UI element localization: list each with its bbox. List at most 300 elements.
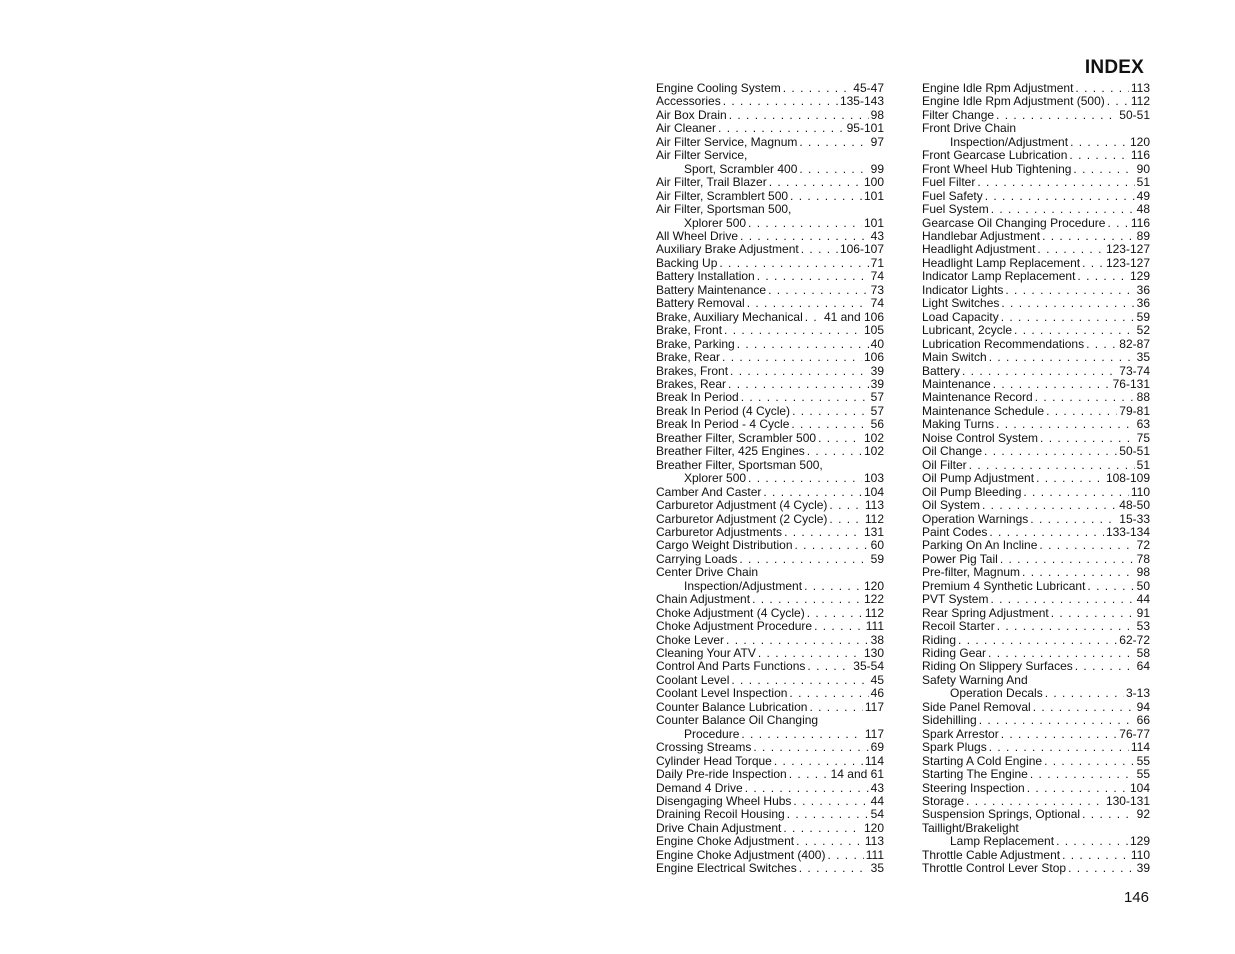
index-entry-pages: 74 [870, 297, 884, 311]
index-entry-label: Brake, Parking [656, 337, 735, 351]
index-entry-pages: 36 [1136, 283, 1150, 297]
index-entry [656, 284, 884, 297]
index-entry [922, 351, 1150, 364]
dot-leader [809, 701, 862, 714]
index-entry-label: Engine Electrical Switches [656, 862, 797, 876]
index-entry [656, 203, 884, 216]
dot-leader [784, 526, 862, 539]
dot-leader [1027, 782, 1128, 795]
index-entry-label: Riding [922, 633, 957, 647]
index-entry [922, 714, 1150, 727]
dot-leader [741, 728, 862, 741]
dot-leader [722, 351, 862, 364]
index-entry-label: Headlight Adjustment [922, 243, 1036, 257]
dot-leader [1030, 768, 1135, 781]
index-entry-label: Power Pig Tail [922, 552, 998, 566]
index-entry [922, 660, 1150, 673]
index-entry-label: Brake, Rear [656, 351, 721, 365]
dot-leader [801, 243, 838, 256]
index-entry [922, 808, 1150, 821]
index-entry-label: Center Drive Chain [656, 566, 759, 580]
dot-leader [989, 741, 1129, 754]
index-entry-pages: 40 [870, 337, 884, 351]
index-entry-pages: 64 [1136, 660, 1150, 674]
index-entry [922, 432, 1150, 445]
index-entry-label: Maintenance Schedule [922, 404, 1045, 418]
index-entry-pages: 111 [865, 620, 884, 634]
index-entry-label: Oil System [922, 499, 981, 513]
index-entry [922, 728, 1150, 741]
index-entry-label: Drive Chain Adjustment [656, 821, 782, 835]
index-entry-label: Handlebar Adjustment [922, 229, 1041, 243]
dot-leader [769, 176, 862, 189]
dot-leader [789, 768, 829, 781]
dot-leader [793, 795, 868, 808]
index-entry-label: Engine Choke Adjustment (400) [656, 848, 826, 862]
index-entry-label: Air Box Drain [656, 108, 727, 122]
index-entry [656, 163, 884, 176]
index-entry [656, 553, 884, 566]
index-entry-label: Maintenance [922, 377, 991, 391]
dot-leader [718, 122, 845, 135]
index-entry-label: Spark Plugs [922, 741, 987, 755]
index-entry [922, 795, 1150, 808]
index-entry-label: Coolant Level Inspection [656, 687, 788, 701]
dot-leader [1087, 580, 1134, 593]
dot-leader [989, 526, 1104, 539]
index-entry [656, 795, 884, 808]
index-entry-pages: 45 [870, 673, 884, 687]
index-entry-label: Parking On An Incline [922, 539, 1038, 553]
index-entry-pages: 91 [1136, 606, 1150, 620]
index-entry-label: Air Filter, Trail Blazer [656, 176, 767, 190]
index-entry-label: Xplorer 500 [684, 472, 747, 486]
index-entry-label: Lubrication Recommendations [922, 337, 1085, 351]
index-entry-pages: 102 [863, 431, 884, 445]
index-entry-label: Counter Balance Lubrication [656, 700, 808, 714]
index-entry-label: Camber And Caster [656, 485, 762, 499]
index-entry-label: Inspection/Adjustment [684, 579, 803, 593]
index-entry-label: Lamp Replacement [950, 835, 1055, 849]
index-entry-pages: 105 [863, 324, 884, 338]
index-entry [656, 687, 884, 700]
index-entry-pages: 57 [870, 404, 884, 418]
index-entry [656, 95, 884, 108]
index-entry [922, 324, 1150, 337]
dot-leader [796, 835, 863, 848]
index-entry-pages: 74 [870, 270, 884, 284]
index-entry-label: Air Filter, Sportsman 500, [656, 203, 792, 217]
dot-leader [1107, 217, 1128, 230]
index-entry [922, 284, 1150, 297]
index-entry [656, 243, 884, 256]
index-entry-pages: 116 [1130, 149, 1150, 163]
index-entry-pages: 50 [1136, 579, 1150, 593]
index-entry [922, 122, 1150, 135]
index-entry [922, 513, 1150, 526]
index-entry-pages: 120 [863, 579, 884, 593]
dot-leader [988, 647, 1135, 660]
index-entry [922, 257, 1150, 270]
index-entry-label: Sport, Scrambler 400 [684, 162, 798, 176]
index-entry-label: Headlight Lamp Replacement [922, 256, 1081, 270]
index-entry [922, 217, 1150, 230]
index-entry-pages: 56 [870, 418, 884, 432]
dot-leader [1069, 149, 1128, 162]
index-entry-pages: 62-72 [1119, 633, 1150, 647]
dot-leader [996, 418, 1135, 431]
index-entry-pages: 14 and 61 [830, 768, 884, 782]
index-entry-label: Coolant Level [656, 673, 730, 687]
dot-leader [747, 297, 869, 310]
index-entry-pages: 110 [1130, 848, 1150, 862]
index-entry-pages: 102 [863, 445, 884, 459]
index-entry-pages: 44 [870, 795, 884, 809]
index-entry-pages: 79-81 [1119, 404, 1150, 418]
dot-leader [1073, 163, 1134, 176]
dot-leader [807, 607, 863, 620]
index-entry-label: Carburetor Adjustments [656, 525, 783, 539]
dot-leader [990, 593, 1134, 606]
index-entry [656, 109, 884, 122]
index-entry [656, 660, 884, 673]
dot-leader [787, 808, 869, 821]
index-entry-pages: 48 [1136, 203, 1150, 217]
index-entry-label: Front Wheel Hub Tightening [922, 162, 1072, 176]
dot-leader [1046, 405, 1117, 418]
index-entry [922, 674, 1150, 687]
index-entry-pages: 66 [1136, 714, 1150, 728]
dot-leader [829, 513, 862, 526]
dot-leader [804, 580, 862, 593]
index-entry-pages: 73 [870, 283, 884, 297]
index-entry [656, 755, 884, 768]
dot-leader [1037, 243, 1104, 256]
dot-leader [818, 432, 862, 445]
index-title: INDEX [1084, 57, 1144, 78]
dot-leader [795, 539, 869, 552]
index-entry-label: Break In Period - 4 Cycle [656, 418, 790, 432]
dot-leader [731, 674, 868, 687]
index-entry [656, 513, 884, 526]
index-entry-pages: 117 [864, 700, 884, 714]
index-entry-label: Premium 4 Synthetic Lubricant [922, 579, 1086, 593]
index-entry [656, 418, 884, 431]
dot-leader [1014, 324, 1135, 337]
dot-leader [1045, 687, 1124, 700]
index-entry-label: Breather Filter, Scrambler 500 [656, 431, 817, 445]
index-entry-label: Paint Codes [922, 525, 988, 539]
index-entry-label: Battery Maintenance [656, 283, 767, 297]
index-entry-label: Recoil Starter [922, 620, 995, 634]
index-entry-label: Safety Warning And [922, 673, 1028, 687]
index-entry-label: Inspection/Adjustment [950, 135, 1069, 149]
index-entry [922, 149, 1150, 162]
index-entry-label: Auxiliary Brake Adjustment [656, 243, 799, 257]
index-entry [656, 405, 884, 418]
index-entry-pages: 57 [870, 391, 884, 405]
index-entry-pages: 55 [1136, 754, 1150, 768]
index-entry-pages: 108-109 [1105, 472, 1150, 486]
dot-leader [805, 311, 822, 324]
index-entry-label: Gearcase Oil Changing Procedure [922, 216, 1106, 230]
dot-leader [982, 499, 1117, 512]
index-entry [656, 472, 884, 485]
dot-leader [1075, 660, 1135, 673]
index-entry [922, 203, 1150, 216]
dot-leader [1051, 607, 1135, 620]
index-entry-pages: 60 [870, 539, 884, 553]
index-entry-pages: 111 [865, 848, 884, 862]
index-entry-label: All Wheel Drive [656, 229, 739, 243]
index-entry-label: Draining Recoil Housing [656, 808, 785, 822]
index-entry [922, 459, 1150, 472]
index-entry-label: Sidehilling [922, 714, 977, 728]
index-entry-pages: 98 [870, 108, 884, 122]
index-entry-pages: 89 [1136, 229, 1150, 243]
index-entry-pages: 50-51 [1119, 108, 1150, 122]
dot-leader [1000, 553, 1135, 566]
index-entry-label: Brakes, Rear [656, 377, 727, 391]
index-entry [922, 499, 1150, 512]
index-entry-label: Choke Lever [656, 633, 725, 647]
index-entry [656, 808, 884, 821]
index-entry-pages: 76-77 [1119, 727, 1150, 741]
index-entry [922, 82, 1150, 95]
index-entry [656, 365, 884, 378]
index-entry [922, 755, 1150, 768]
dot-leader [789, 687, 868, 700]
index-entry [922, 230, 1150, 243]
index-entry-label: Control And Parts Functions [656, 660, 806, 674]
index-entry [656, 674, 884, 687]
index-entry-pages: 71 [870, 256, 884, 270]
index-entry [656, 526, 884, 539]
index-entry [922, 580, 1150, 593]
index-entry-label: Load Capacity [922, 310, 999, 324]
index-entry-pages: 90 [1136, 162, 1150, 176]
index-entry [656, 311, 884, 324]
dot-leader [1044, 755, 1135, 768]
index-entry-label: Taillight/Brakelight [922, 821, 1019, 835]
index-entry-pages: 88 [1136, 391, 1150, 405]
index-entry-pages: 72 [1136, 539, 1150, 553]
index-entry [922, 593, 1150, 606]
index-entry [656, 741, 884, 754]
index-entry-pages: 76-131 [1112, 377, 1150, 391]
dot-leader [723, 95, 838, 108]
index-entry [656, 835, 884, 848]
index-entry-label: Air Filter Service, [656, 149, 748, 163]
index-entry-pages: 110 [1130, 485, 1150, 499]
index-entry [922, 190, 1150, 203]
index-entry-label: Breather Filter, 425 Engines [656, 445, 805, 459]
index-entry-pages: 35 [870, 862, 884, 876]
index-entry [922, 445, 1150, 458]
dot-leader [1086, 338, 1117, 351]
dot-leader [1107, 95, 1129, 108]
index-entry [656, 190, 884, 203]
index-entry-label: Pre-filter, Magnum [922, 566, 1021, 580]
index-entry [656, 647, 884, 660]
index-entry-pages: 120 [1129, 135, 1150, 149]
index-entry [922, 95, 1150, 108]
index-entry-label: Engine Choke Adjustment [656, 835, 795, 849]
index-entry-pages: 106-107 [839, 243, 884, 257]
index-entry-pages: 48-50 [1119, 499, 1150, 513]
index-entry-label: Air Cleaner [656, 122, 717, 136]
index-entry-pages: 36 [1136, 297, 1150, 311]
index-entry-pages: 49 [1136, 189, 1150, 203]
dot-leader [1056, 835, 1128, 848]
index-entry-pages: 44 [1136, 593, 1150, 607]
dot-leader [1001, 728, 1118, 741]
dot-leader [1033, 701, 1135, 714]
dot-leader [814, 620, 864, 633]
index-entry-pages: 129 [1129, 270, 1150, 284]
index-entry-label: Rear Spring Adjustment [922, 606, 1049, 620]
index-entry-label: PVT System [922, 593, 989, 607]
index-entry-label: Xplorer 500 [684, 216, 747, 230]
dot-leader [1039, 539, 1134, 552]
index-entry [922, 243, 1150, 256]
index-entry-label: Cleaning Your ATV [656, 647, 756, 661]
dot-leader [993, 378, 1111, 391]
index-entry [922, 782, 1150, 795]
dot-leader [729, 109, 869, 122]
index-entry-label: Operation Warnings [922, 512, 1029, 526]
index-entry-label: Engine Idle Rpm Adjustment [922, 82, 1074, 95]
index-entry [922, 553, 1150, 566]
index-entry-label: Daily Pre-ride Inspection [656, 768, 787, 782]
index-entry-label: Front Drive Chain [922, 122, 1017, 136]
dot-leader [1077, 270, 1128, 283]
index-entry-pages: 52 [1136, 324, 1150, 338]
dot-leader [774, 755, 863, 768]
index-entry-pages: 94 [1136, 700, 1150, 714]
index-entry [656, 566, 884, 579]
dot-leader [985, 190, 1135, 203]
dot-leader [783, 82, 852, 95]
dot-leader [1070, 136, 1128, 149]
index-entry [922, 176, 1150, 189]
dot-leader [757, 270, 869, 283]
dot-leader [969, 459, 1135, 472]
index-entry-pages: 51 [1136, 458, 1150, 472]
index-entry [656, 499, 884, 512]
index-entry-pages: 95-101 [846, 122, 884, 136]
index-entry [922, 741, 1150, 754]
index-entry [922, 634, 1150, 647]
index-entry [656, 338, 884, 351]
dot-leader [807, 660, 851, 673]
index-entry-label: Filter Change [922, 108, 995, 122]
index-entry [656, 849, 884, 862]
index-entry-label: Starting A Cold Engine [922, 754, 1043, 768]
index-entry [922, 607, 1150, 620]
index-entry-pages: 78 [1136, 552, 1150, 566]
dot-leader [739, 553, 868, 566]
index-entry-pages: 97 [870, 135, 884, 149]
index-entry [656, 149, 884, 162]
index-entry-pages: 39 [870, 377, 884, 391]
index-entry-pages: 15-33 [1119, 512, 1150, 526]
index-entry [656, 230, 884, 243]
index-entry-pages: 101 [863, 216, 884, 230]
index-entry [922, 391, 1150, 404]
index-entry-pages: 112 [864, 606, 884, 620]
index-entry-label: Battery Installation [656, 270, 755, 284]
index-entry-pages: 45-47 [853, 82, 884, 95]
index-entry-label: Carrying Loads [656, 552, 738, 566]
index-entry-label: Throttle Control Lever Stop [922, 862, 1067, 876]
dot-leader [807, 445, 862, 458]
index-entry [656, 862, 884, 875]
index-entry-pages: 103 [863, 472, 884, 486]
dot-leader [1001, 297, 1134, 310]
index-entry-pages: 106 [863, 351, 884, 365]
index-entry-label: Disengaging Wheel Hubs [656, 795, 792, 809]
dot-leader [1036, 472, 1104, 485]
index-entry-label: Backing Up [656, 256, 718, 270]
dot-leader [768, 284, 869, 297]
index-entry [656, 701, 884, 714]
index-entry-pages: 133-134 [1105, 525, 1150, 539]
index-entry-pages: 43 [870, 781, 884, 795]
index-entry-label: Oil Change [922, 445, 983, 459]
index-column-left [656, 82, 884, 876]
dot-leader [753, 741, 868, 754]
dot-leader [763, 486, 862, 499]
index-entry-pages: 35-54 [853, 660, 884, 674]
index-entry [656, 122, 884, 135]
index-entry-pages: 39 [1136, 862, 1150, 876]
index-entry-label: Cylinder Head Torque [656, 754, 772, 768]
index-entry [656, 593, 884, 606]
index-entry-pages: 53 [1136, 620, 1150, 634]
index-entry-label: Storage [922, 795, 965, 809]
index-entry-label: Oil Pump Bleeding [922, 485, 1022, 499]
dot-leader [1022, 566, 1135, 579]
index-entry-pages: 112 [864, 512, 884, 526]
index-entry-label: Side Panel Removal [922, 700, 1031, 714]
dot-leader [1042, 230, 1135, 243]
index-entry [656, 459, 884, 472]
index-entry-label: Accessories [656, 95, 721, 109]
index-entry [656, 445, 884, 458]
index-entry [656, 82, 884, 95]
dot-leader [1062, 849, 1129, 862]
index-entry-label: Battery [922, 364, 961, 378]
index-entry [656, 714, 884, 727]
dot-leader [737, 338, 869, 351]
dot-leader [1030, 513, 1117, 526]
index-entry-pages: 82-87 [1119, 337, 1150, 351]
index-entry [922, 418, 1150, 431]
dot-leader [740, 230, 869, 243]
index-entry [922, 701, 1150, 714]
index-entry-pages: 55 [1136, 768, 1150, 782]
dot-leader [1035, 391, 1135, 404]
index-entry-pages: 35 [1136, 351, 1150, 365]
dot-leader [996, 109, 1117, 122]
index-entry-pages: 129 [1129, 835, 1150, 849]
index-entry-label: Break In Period [656, 391, 739, 405]
index-entry-label: Counter Balance Oil Changing [656, 714, 819, 728]
index-entry-pages: 100 [863, 176, 884, 190]
dot-leader [962, 365, 1117, 378]
index-entry-label: Spark Arrestor [922, 727, 999, 741]
